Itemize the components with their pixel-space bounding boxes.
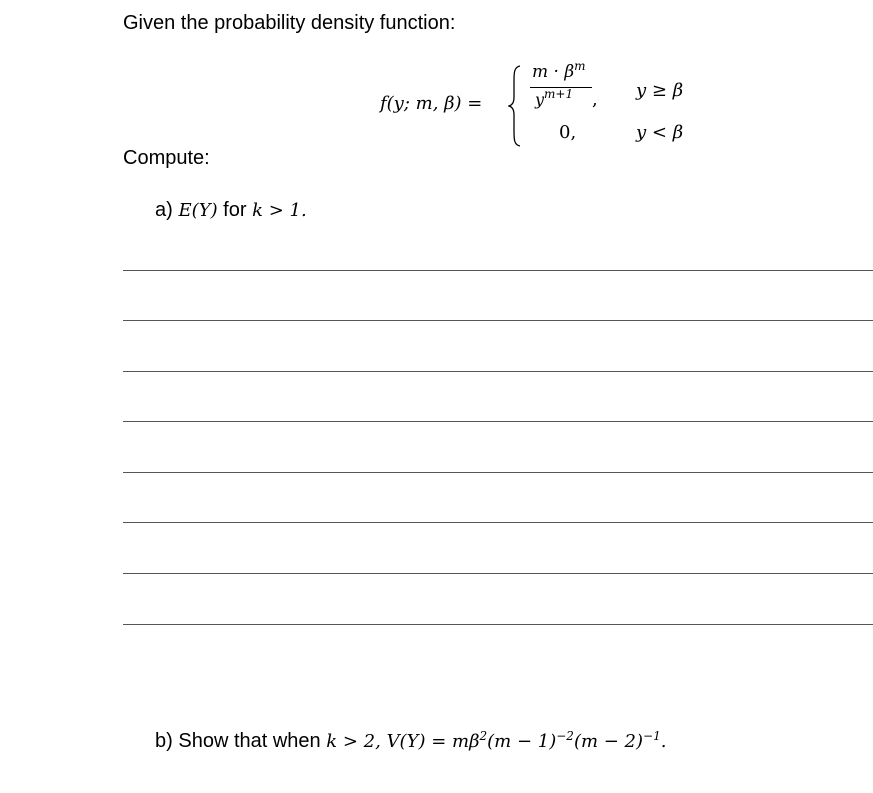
fraction-denominator: $y^{m+1}$ (535, 87, 574, 109)
answer-line[interactable] (123, 472, 873, 473)
case2-condition: y < β (636, 122, 684, 143)
left-brace (508, 65, 522, 147)
part-b-question: b) Show that when k > 2, $V(Y) = m\beta^2(m - 1)^{-2}(m - 2)^{-1}$. (155, 729, 667, 752)
case1-comma: , (592, 89, 598, 110)
fraction-numerator: $m \cdot \beta^m$ (532, 59, 586, 82)
answer-line[interactable] (123, 270, 873, 271)
intro-text: Given the probability density function: (123, 12, 456, 34)
answer-line[interactable] (123, 624, 873, 625)
answer-line[interactable] (123, 371, 873, 372)
answer-line[interactable] (123, 522, 873, 523)
case2-value: 0, (559, 122, 577, 143)
formula-lhs: f(y; m, β) = (380, 93, 483, 114)
answer-line[interactable] (123, 421, 873, 422)
case1-condition: y ≥ β (636, 80, 684, 101)
answer-line[interactable] (123, 320, 873, 321)
answer-line[interactable] (123, 573, 873, 574)
part-a-question: a) E(Y) for k > 1. (155, 199, 307, 221)
compute-label: Compute: (123, 147, 210, 169)
